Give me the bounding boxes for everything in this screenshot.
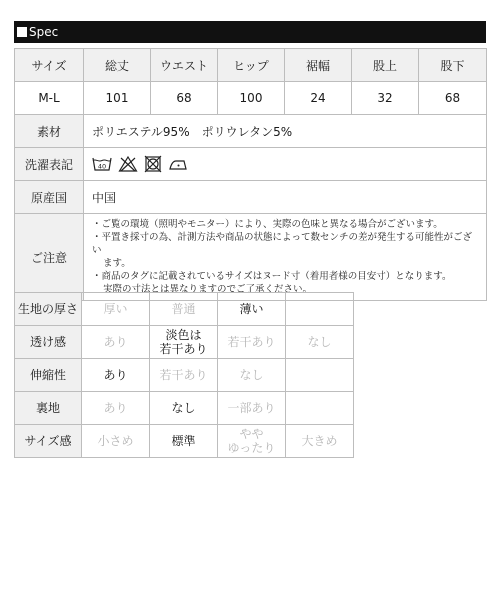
feel-option [286, 293, 354, 326]
feel-option: あり [82, 326, 150, 359]
feel-option: 若干あり [218, 326, 286, 359]
material-label: 素材 [15, 115, 84, 148]
feel-row-label: サイズ感 [15, 425, 82, 458]
material-row [15, 115, 487, 148]
notes-text [84, 214, 487, 301]
feel-option: 厚い [82, 293, 150, 326]
size-cell: 68 [419, 82, 487, 115]
notes-row [15, 214, 487, 301]
col-header: ウエスト [151, 49, 218, 82]
no-tumble-dry-icon [144, 155, 162, 173]
feel-option [286, 392, 354, 425]
wash-row [15, 148, 487, 181]
spec-header [14, 21, 486, 43]
feel-option: 一部あり [218, 392, 286, 425]
feel-row [15, 293, 354, 326]
feel-option [286, 359, 354, 392]
feel-row-label: 裏地 [15, 392, 82, 425]
feel-option: 若干あり [150, 359, 218, 392]
size-value-row [15, 82, 487, 115]
col-header: 股上 [352, 49, 419, 82]
feel-row [15, 392, 354, 425]
feel-option: 大きめ [286, 425, 354, 458]
size-cell: 100 [218, 82, 285, 115]
feel-row-label: 透け感 [15, 326, 82, 359]
origin-row [15, 181, 487, 214]
spec-header-title: Spec [29, 25, 59, 39]
origin-label: 原産国 [15, 181, 84, 214]
feel-row-label: 生地の厚さ [15, 293, 82, 326]
note-line: ・平置き採寸の為、計測方法や商品の状態によって数センチの差が発生する可能性がござい [92, 232, 473, 256]
col-header: 総丈 [84, 49, 151, 82]
size-cell: M-L [15, 82, 84, 115]
origin-value: 中国 [84, 181, 487, 214]
size-cell: 24 [285, 82, 352, 115]
spec-table [14, 48, 487, 301]
note-line: ・商品のタグに記載されているサイズはヌード寸（着用者様の目安寸）となります。 [92, 271, 452, 282]
feel-row [15, 425, 354, 458]
note-line: ・ご覧の環境（照明やモニター）により、実際の色味と異なる場合がございます。 [92, 219, 443, 230]
size-cell: 68 [151, 82, 218, 115]
no-bleach-icon [118, 155, 138, 173]
feel-row-label: 伸縮性 [15, 359, 82, 392]
feel-option: やや ゆったり [218, 425, 286, 458]
feel-row [15, 359, 354, 392]
svg-text:40: 40 [97, 162, 107, 171]
wash-icons-cell [84, 148, 487, 181]
feel-option-selected: 薄い [218, 293, 286, 326]
iron-low-icon [168, 155, 188, 173]
note-line: 実際の寸法とは異なりますのでご了承ください。 [103, 284, 313, 295]
wash-40-icon [92, 155, 112, 173]
col-header: 裾幅 [285, 49, 352, 82]
feel-option: なし [218, 359, 286, 392]
feel-option-selected: 淡色は 若干あり [150, 326, 218, 359]
fabric-feel-table [14, 292, 354, 458]
col-header: サイズ [15, 49, 84, 82]
feel-option: なし [286, 326, 354, 359]
notes-label: ご注意 [15, 214, 84, 301]
feel-option: 普通 [150, 293, 218, 326]
feel-option-selected: 標準 [150, 425, 218, 458]
size-header-row [15, 49, 487, 82]
size-cell: 101 [84, 82, 151, 115]
col-header: 股下 [419, 49, 487, 82]
col-header: ヒップ [218, 49, 285, 82]
feel-row [15, 326, 354, 359]
note-line: ます。 [103, 258, 131, 269]
feel-option: 小さめ [82, 425, 150, 458]
feel-option: あり [82, 392, 150, 425]
wash-label: 洗濯表記 [15, 148, 84, 181]
feel-option-selected: なし [150, 392, 218, 425]
size-cell: 32 [352, 82, 419, 115]
feel-option-selected: あり [82, 359, 150, 392]
material-value: ポリエステル95% ポリウレタン5% [84, 115, 487, 148]
square-icon [17, 27, 27, 37]
